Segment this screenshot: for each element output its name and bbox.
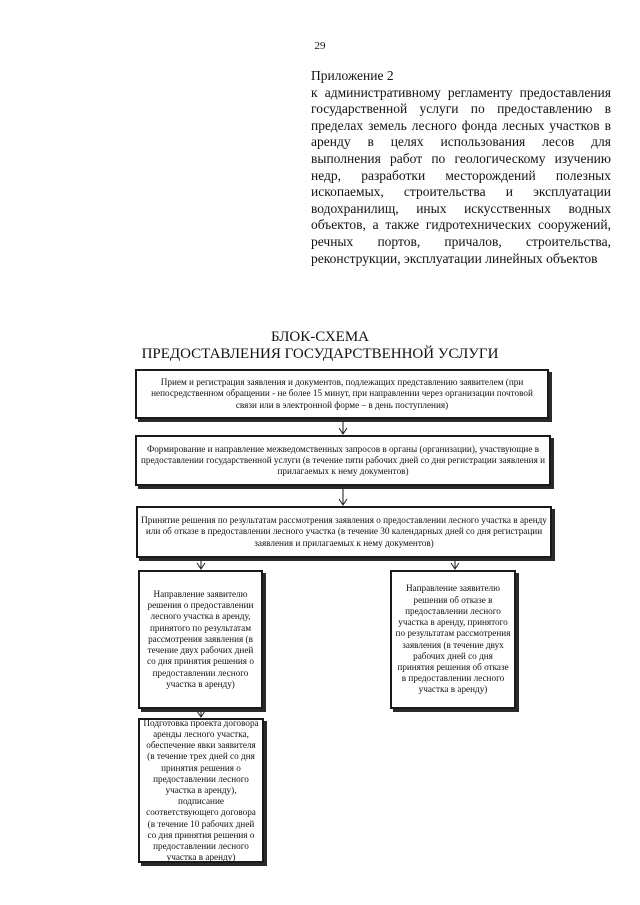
- step-decision: [136, 506, 552, 558]
- step-send-refusal-decision-text: Направление заявителю решения об отказе в предоставлении лесного участка в аренду, принятого по результатам рассмотрения заявления (в течение двух рабочих дней со дня принятия решения об отказе в предоставлении лесного участка в аренду): [395, 583, 511, 695]
- step-send-grant-decision-text: Направление заявителю решения о предоставлении лесного участка в аренду, принятого по результатам рассмотрения заявления (в течение двух рабочих дней со дня принятия решения о предоставлении лесного участка в аренду): [147, 589, 254, 689]
- scheme-title-line1: БЛОК-СХЕМА: [270, 329, 370, 345]
- appendix-text: к административному регламенту предоставления государственной услуги по предоставлению в пределах земель лесного фонда лесных участков в аренду в целях использования лесов для выполнения работ по геологическому изучению недр, разработки месторождений полезных ископаемых, строительства и эксплуатации водохранилищ, иных искусственных водных объектов, а также гидротехнических сооружений, речных портов, причалов, строительства, реконструкции, эксплуатации линейных объектов: [311, 84, 611, 266]
- step-decision-text: Принятие решения по результатам рассмотрения заявления о предоставлении лесного участка в аренду или об отказе в предоставлении лесного участка (в течение 30 календарных дней со дня регистрации заявления и прилагаемых к нему документов): [141, 515, 547, 548]
- step-lease-contract: [138, 718, 264, 863]
- step-receive-application-text: Прием и регистрация заявления и документов, подлежащих представлению заявителем (при непосредственном обращении - не более 15 минут, при направлении через организации почтовой связи или в электронной форме – в день поступления): [151, 377, 533, 410]
- step-receive-application: [135, 369, 549, 419]
- step-send-grant-decision: [138, 570, 263, 709]
- step-send-refusal-decision: [390, 570, 516, 709]
- step-interagency-requests-text: Формирование и направление межведомственных запросов в органы (организации), участвующие в предоставлении государственной услуги (в течение пяти рабочих дней со дня регистрации заявления и прилагаемых к нему документов): [140, 443, 546, 477]
- step-interagency-requests: [135, 435, 551, 486]
- page-number: 29: [314, 40, 326, 52]
- step-lease-contract-text: Подготовка проекта договора аренды лесного участка, обеспечение явки заявителя (в течение трех дней со дня принятия решения о предоставлении лесного участка в аренду), подписание соответствующего договора (в течение 10 рабочих дней со дня принятия решения о предоставлении лесного участка в аренду): [143, 717, 259, 863]
- appendix-title: Приложение 2: [311, 68, 394, 83]
- scheme-title-line2: ПРЕДОСТАВЛЕНИЯ ГОСУДАРСТВЕННОЙ УСЛУГИ: [141, 346, 499, 362]
